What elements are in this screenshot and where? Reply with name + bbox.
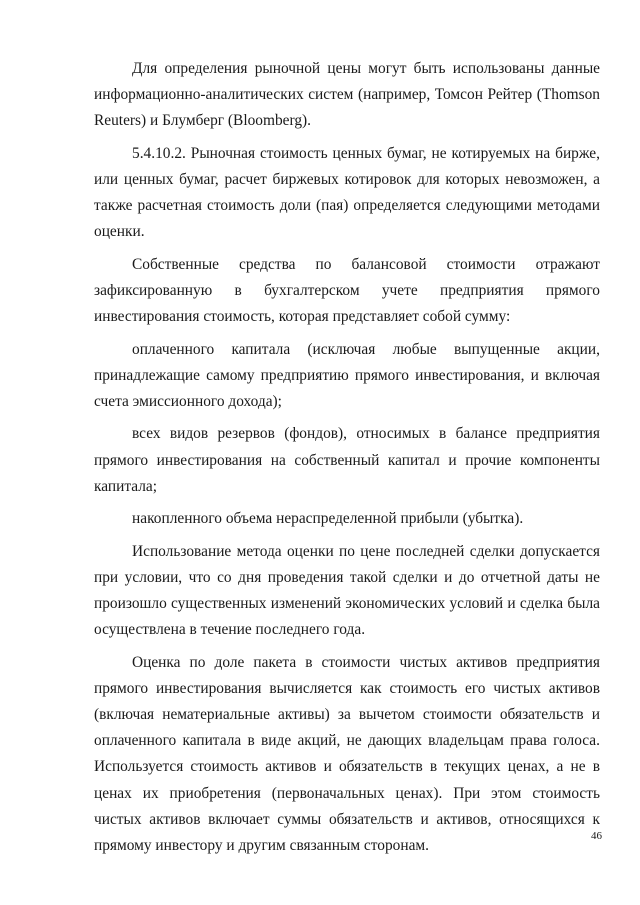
list-item-paid-capital: оплаченного капитала (исключая любые выпущенные акции, принадлежащие самому предприятию прямого инвестирования, и включая счета эмиссионного дохода); — [94, 340, 600, 410]
paragraph-net-asset-share-method: Оценка по доле пакета в стоимости чистых активов предприятия прямого инвестирования вычисляется как стоимость его чистых активов (включая нематериальные активы) за вычетом стоимости обязательств и оплаченного капитала в виде акций, не дающих владельцам права голоса. Используется стоимость активов и обязательств в текущих ценах, а не в ценах их приобретения (первоначальных ценах). При этом стоимость чистых активов включает суммы обязательств и активов, относящихся к прямому инвестору и другим связанным сторонам. — [94, 653, 600, 854]
paragraph-section-5-4-10-2: 5.4.10.2. Рыночная стоимость ценных бумаг, не котируемых на бирже, или ценных бумаг, расчет биржевых котировок для которых невозможен, а также расчетная стоимость доли (пая) определяется следующими методами оценки. — [94, 144, 600, 241]
paragraph-market-price-sources: Для определения рыночной цены могут быть использованы данные информационно-аналитических систем (например, Томсон Рейтер (Thomson Reuters) и Блумберг (Bloomberg). — [94, 60, 600, 130]
document-body — [94, 56, 600, 859]
page-number: 46 — [591, 830, 602, 842]
paragraph-book-value-equity: Собственные средства по балансовой стоимости отражают зафиксированную в бухгалтерском учете предприятия прямого инвестирования стоимость, которая представляет собой сумму: — [94, 255, 600, 326]
list-item-retained-earnings: накопленного объема нераспределенной прибыли (убытка). — [132, 510, 524, 528]
list-item-reserves: всех видов резервов (фондов), относимых в балансе предприятия прямого инвестирования на собственный капитал и прочие компоненты капитала; — [94, 425, 600, 495]
paragraph-last-transaction-method: Использование метода оценки по цене последней сделки допускается при условии, что со дня проведения такой сделки и до отчетной даты не произошло существенных изменений экономических условий и сделка была осуществлена в течение последнего года. — [94, 542, 600, 639]
